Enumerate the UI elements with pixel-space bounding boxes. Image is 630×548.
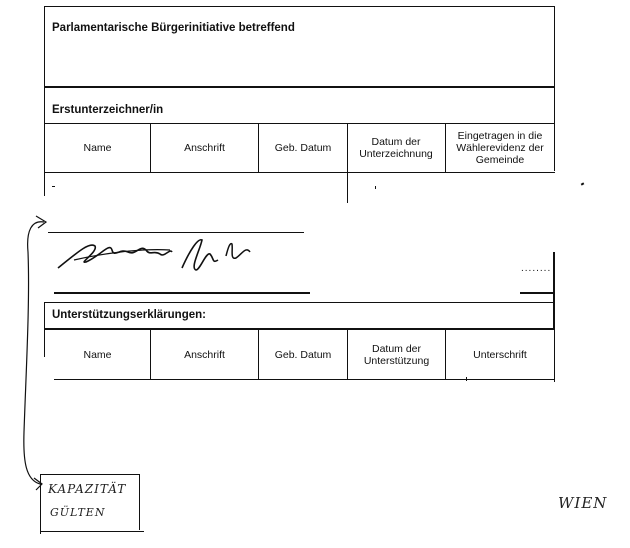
note-box-left: [40, 474, 41, 534]
note-box-bottom: [40, 531, 144, 532]
s1-header-birthdate: Geb. Datum: [274, 142, 332, 154]
dots-placeholder: ........: [521, 263, 552, 274]
signature-row-bottom: [54, 292, 310, 294]
form-border-right-top: [554, 6, 555, 171]
s1-header-name: Name: [83, 142, 112, 154]
section2-top: [44, 302, 555, 303]
section1-label: Erstunterzeichner/in: [52, 104, 164, 116]
s1-col-divider-3: [347, 123, 348, 203]
form-border-top: [44, 6, 555, 7]
s2-header-bottom: [54, 379, 555, 380]
form-title: Parlamentarische Bürgerinitiative betreffend: [52, 22, 295, 34]
s1-header-address: Anschrift: [184, 142, 225, 154]
stray-mark: [52, 186, 55, 187]
handwritten-place: WIEN: [558, 494, 608, 512]
section2-right: [554, 302, 555, 382]
s1-header-bottom: [44, 172, 555, 173]
stray-mark: [581, 182, 585, 185]
note-box-right: [139, 474, 140, 530]
handwritten-note-line2: GÜLTEN: [50, 506, 106, 519]
s2-header-signature: Unterschrift: [473, 348, 527, 361]
s1-header-voter-register: Eingetragen in die Wählerevidenz der Gemeinde: [456, 130, 544, 166]
handwritten-signature: [50, 230, 280, 275]
s2-header-address: Anschrift: [184, 348, 225, 361]
handwritten-note-line1: KAPAZITÄT: [48, 482, 127, 496]
s2-header-name: Name: [83, 348, 112, 361]
note-box-top: [40, 474, 140, 475]
title-divider: [44, 86, 555, 88]
s2-header-birthdate: Geb. Datum: [274, 348, 332, 361]
signature-row-bottom-right: [520, 292, 555, 294]
section2-label: Unterstützungserklärungen:: [52, 309, 206, 321]
s2-header-support-date: Datum der Unterstützung: [363, 342, 430, 367]
s1-header-signing-date: Datum der Unterzeichnung: [359, 136, 433, 160]
stray-mark: [375, 186, 376, 189]
